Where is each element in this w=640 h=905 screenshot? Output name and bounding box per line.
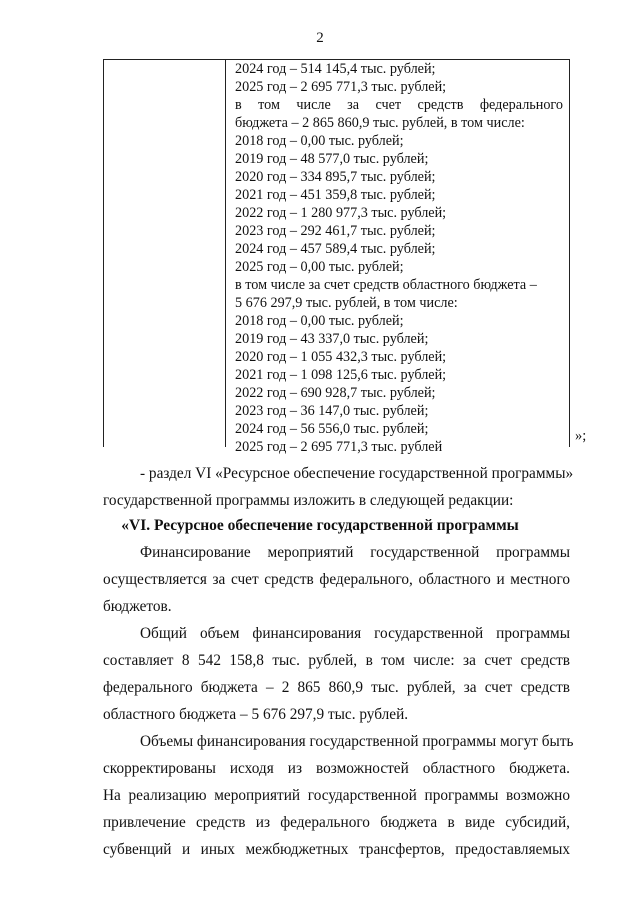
- paragraph-line: областного бюджета – 5 676 297,9 тыс. рублей.: [103, 706, 409, 723]
- section-heading: «VI. Ресурсное обеспечение государственной программы: [121, 517, 519, 534]
- budget-table: [103, 59, 570, 455]
- table-line: 2018 год – 0,00 тыс. рублей;: [235, 133, 404, 149]
- paragraph-line: На реализацию мероприятий государственной программы возможно: [103, 787, 570, 804]
- intro-line: государственной программы изложить в следующей редакции:: [103, 492, 514, 509]
- intro-line: - раздел VI «Ресурсное обеспечение государственной программы»: [140, 465, 574, 482]
- paragraph-line: Объемы финансирования государственной программы могут быть: [140, 733, 574, 750]
- table-line: 2019 год – 48 577,0 тыс. рублей;: [235, 151, 429, 167]
- table-line: 2023 год – 292 461,7 тыс. рублей;: [235, 223, 436, 239]
- table-line: в том числе за счет средств областного бюджета –: [235, 277, 537, 293]
- table-line: 2019 год – 43 337,0 тыс. рублей;: [235, 331, 429, 347]
- table-closing-quote: »;: [575, 428, 587, 444]
- table-line: 2022 год – 690 928,7 тыс. рублей;: [235, 385, 436, 401]
- table-line: 5 676 297,9 тыс. рублей, в том числе:: [235, 295, 458, 311]
- page-number: 2: [316, 30, 324, 46]
- paragraph-line: федерального бюджета – 2 865 860,9 тыс. рублей, за счет средств: [103, 679, 570, 696]
- table-line: в том числе за счет средств федерального: [235, 97, 563, 113]
- table-line: 2024 год – 56 556,0 тыс. рублей;: [235, 421, 429, 437]
- table-cell-financing: [235, 60, 563, 456]
- table-line: 2025 год – 2 695 771,3 тыс. рублей;: [235, 79, 447, 95]
- table-line: 2025 год – 2 695 771,3 тыс. рублей: [235, 439, 443, 455]
- paragraph-line: составляет 8 542 158,8 тыс. рублей, в том числе: за счет средств: [103, 652, 570, 669]
- paragraph-line: привлечение средств из федерального бюджета в виде субсидий,: [103, 814, 570, 831]
- table-line: 2020 год – 334 895,7 тыс. рублей;: [235, 169, 436, 185]
- table-line: 2025 год – 0,00 тыс. рублей;: [235, 259, 404, 275]
- paragraph-line: скорректированы исходя из возможностей областного бюджета.: [103, 760, 570, 777]
- paragraph-line: Финансирование мероприятий государственной программы: [140, 544, 570, 561]
- table-line: 2023 год – 36 147,0 тыс. рублей;: [235, 403, 429, 419]
- table-line: 2021 год – 1 098 125,6 тыс. рублей;: [235, 367, 447, 383]
- table-line: 2024 год – 514 145,4 тыс. рублей;: [235, 61, 436, 77]
- paragraph-line: осуществляется за счет средств федерального, областного и местного: [103, 571, 570, 588]
- table-line: 2022 год – 1 280 977,3 тыс. рублей;: [235, 205, 447, 221]
- table-line: 2018 год – 0,00 тыс. рублей;: [235, 313, 404, 329]
- table-line: 2021 год – 451 359,8 тыс. рублей;: [235, 187, 436, 203]
- paragraph-line: Общий объем финансирования государственной программы: [140, 625, 570, 642]
- table-column-divider: [225, 60, 226, 447]
- paragraph-line: субвенций и иных межбюджетных трансфертов, предоставляемых: [103, 841, 570, 858]
- table-line: 2024 год – 457 589,4 тыс. рублей;: [235, 241, 436, 257]
- table-line: бюджета – 2 865 860,9 тыс. рублей, в том числе:: [235, 115, 525, 131]
- paragraph-line: бюджетов.: [103, 598, 172, 615]
- table-line: 2020 год – 1 055 432,3 тыс. рублей;: [235, 349, 447, 365]
